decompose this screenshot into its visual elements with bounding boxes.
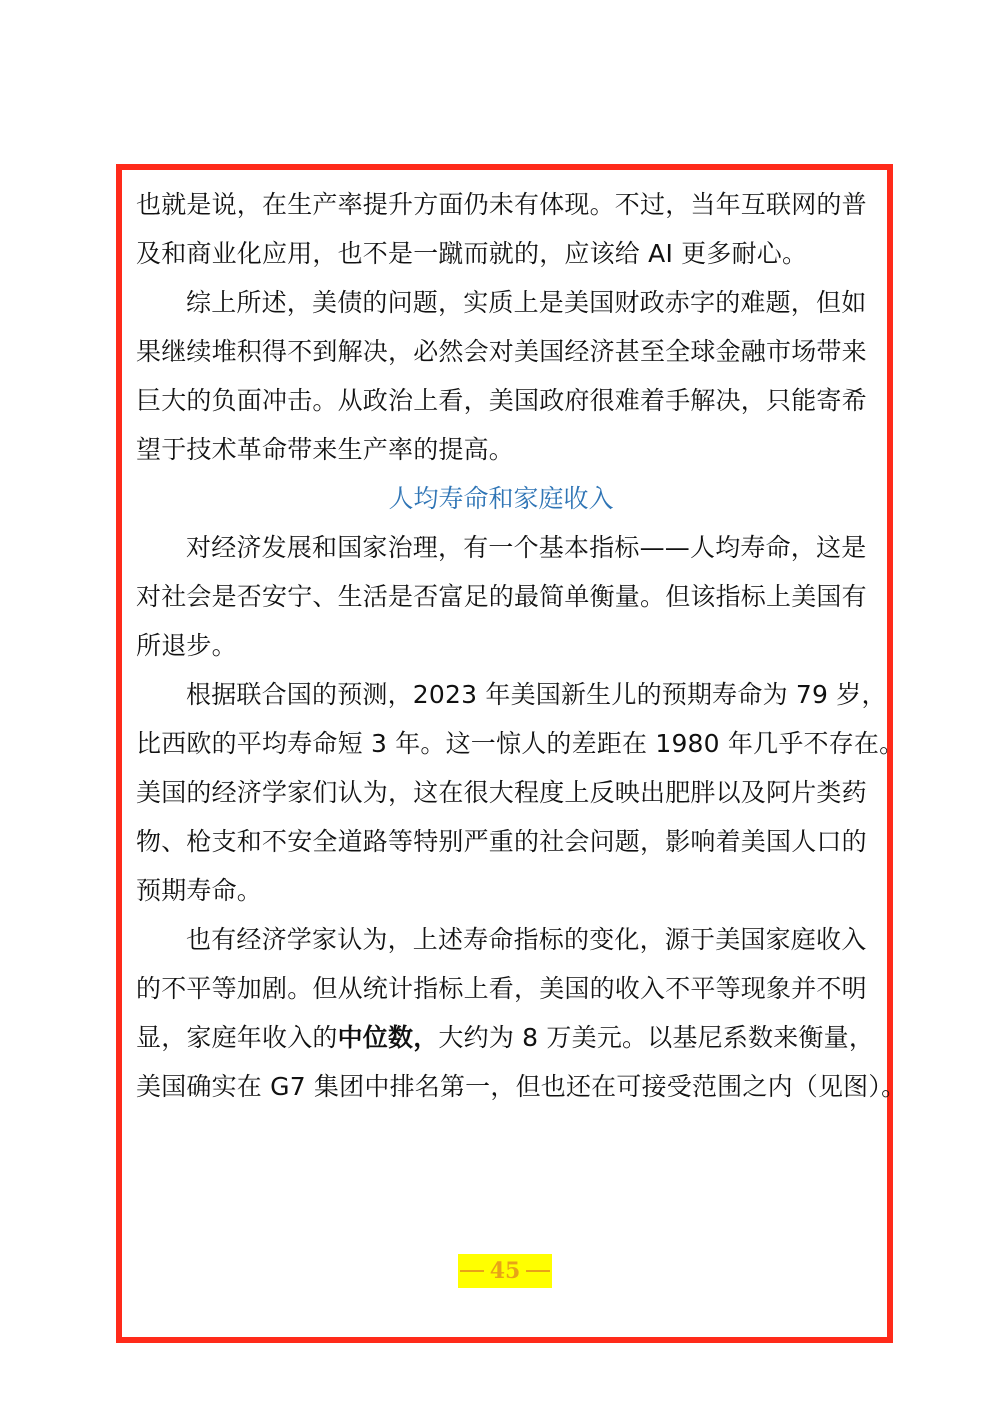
text-line: 综上所述，美债的问题，实质上是美国财政赤字的难题，但如	[186, 288, 867, 317]
text-segment: 大约为 8 万美元。以基尼系数来衡量，	[438, 1023, 875, 1052]
text-line	[136, 1013, 875, 1062]
text-line: 及和商业化应用，也不是一蹴而就的，应该给 AI 更多耐心。	[136, 239, 808, 268]
page-number-badge	[458, 1254, 552, 1288]
text-line: 对社会是否安宁、生活是否富足的最简单衡量。但该指标上美国有	[136, 582, 867, 611]
text-segment: 显，家庭年收入的	[136, 1023, 338, 1052]
text-line: 望于技术革命带来生产率的提高。	[136, 435, 515, 464]
page-number: 45	[489, 1258, 521, 1284]
page-content	[136, 180, 907, 1111]
paragraph-5	[136, 915, 907, 1111]
text-line: 预期寿命。	[136, 876, 263, 905]
text-line: 对经济发展和国家治理，有一个基本指标——人均寿命，这是	[186, 533, 867, 562]
text-line: 果继续堆积得不到解决，必然会对美国经济甚至全球金融市场带来	[136, 337, 867, 366]
text-line: 美国确实在 G7 集团中排名第一，但也还在可接受范围之内（见图）。	[136, 1072, 907, 1101]
paragraph-4	[136, 670, 905, 915]
text-line: 也就是说，在生产率提升方面仍未有体现。不过，当年互联网的普	[136, 190, 867, 219]
text-line: 物、枪支和不安全道路等特别严重的社会问题，影响着美国人口的	[136, 827, 867, 856]
dash-right	[526, 1270, 550, 1272]
paragraph-1	[136, 180, 866, 278]
text-line: 美国的经济学家们认为，这在很大程度上反映出肥胖以及阿片类药	[136, 778, 867, 807]
text-line: 的不平等加剧。但从统计指标上看，美国的收入不平等现象并不明	[136, 974, 867, 1003]
dash-left	[460, 1270, 484, 1272]
text-line: 巨大的负面冲击。从政治上看，美国政府很难着手解决，只能寄希	[136, 386, 867, 415]
text-line: 比西欧的平均寿命短 3 年。这一惊人的差距在 1980 年几乎不存在。	[136, 729, 905, 758]
text-line: 根据联合国的预测，2023 年美国新生儿的预期寿命为 79 岁，	[186, 680, 887, 709]
text-line: 所退步。	[136, 631, 237, 660]
section-heading: 人均寿命和家庭收入	[388, 484, 614, 513]
bold-term-median: 中位数，	[337, 1023, 439, 1052]
text-line: 也有经济学家认为，上述寿命指标的变化，源于美国家庭收入	[186, 925, 867, 954]
paragraph-3	[136, 523, 866, 670]
paragraph-2	[136, 278, 866, 474]
